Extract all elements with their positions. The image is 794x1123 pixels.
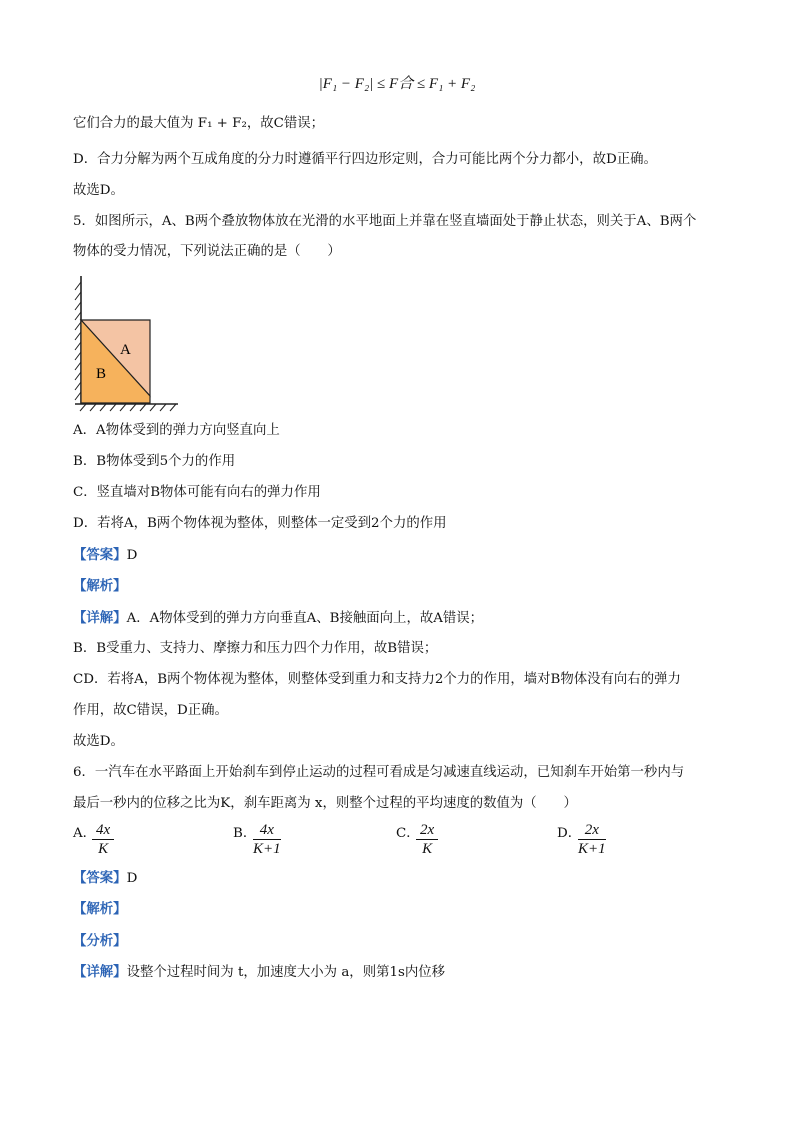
q6-option-a-label: A． bbox=[73, 826, 97, 841]
question-5-stem: 物体的受力情况，下列说法正确的是（ ） bbox=[73, 244, 341, 259]
answer-tag: 【答案】 bbox=[73, 870, 127, 886]
detail-text: 设整个过程时间为 t，加速度大小为 a，则第1s内位移 bbox=[126, 965, 446, 980]
text-line: 它们合力的最大值为 F₁ + F₂，故C错误； bbox=[73, 116, 325, 131]
text-line: B．B受重力、支持力、摩擦力和压力四个力作用，故B错误； bbox=[73, 641, 438, 656]
analysis-tag: 【解析】 bbox=[73, 578, 127, 594]
q6-option-d-label: D． bbox=[557, 826, 582, 841]
figure-blocks-against-wall bbox=[68, 272, 183, 412]
answer-value: D bbox=[126, 871, 138, 886]
explanation-6 bbox=[73, 962, 445, 983]
label-b: B bbox=[96, 366, 107, 382]
text-line: CD．若将A，B两个物体视为整体，则整体受到重力和支持力2个力的作用，墙对B物体没有向右的弹力 bbox=[73, 672, 681, 687]
q6-option-b-fraction: $\frac{4x}{K+1}$ bbox=[253, 822, 281, 857]
analysis-sub-tag: 【分析】 bbox=[73, 933, 127, 949]
q6-option-a-fraction: $\frac{4x}{K}$ bbox=[92, 821, 114, 859]
text-line: 作用，故C错误，D正确。 bbox=[73, 703, 228, 718]
text-line: 故选D。 bbox=[73, 734, 124, 749]
option-d: D．若将A，B两个物体视为整体，则整体一定受到2个力的作用 bbox=[73, 516, 447, 531]
option-b: B．B物体受到5个力的作用 bbox=[73, 454, 236, 469]
text-line: D．合力分解为两个互成角度的分力时遵循平行四边形定则，合力可能比两个分力都小，故D正确。 bbox=[73, 152, 657, 167]
answer-value: D bbox=[126, 548, 138, 563]
option-c: C．竖直墙对B物体可能有向右的弹力作用 bbox=[73, 485, 321, 500]
label-a: A bbox=[120, 342, 131, 358]
analysis-tag: 【解析】 bbox=[73, 901, 127, 917]
text-line: 故选D。 bbox=[73, 183, 124, 198]
question-6-stem: 最后一秒内的位移之比为K，刹车距离为 x，则整个过程的平均速度的数值为（ ） bbox=[73, 796, 577, 811]
formula-resultant-range: |F₁ − F₂| ≤ F合 ≤ F₁ + F₂ bbox=[318, 76, 476, 92]
question-5-stem: 5．如图所示，A、B两个叠放物体放在光滑的水平地面上并靠在竖直墙面处于静止状态，则关于A、B两个 bbox=[73, 214, 697, 229]
detail-tag: 【详解】 bbox=[73, 964, 127, 980]
q6-option-c-fraction: $\frac{2x}{K}$ bbox=[416, 821, 438, 859]
q6-option-c-label: C． bbox=[396, 826, 420, 841]
q6-option-d-fraction: $\frac{2x}{K+1}$ bbox=[578, 822, 606, 857]
answer-6 bbox=[73, 868, 137, 889]
answer-tag: 【答案】 bbox=[73, 547, 127, 563]
answer-5 bbox=[73, 545, 137, 566]
detail-text: A．A物体受到的弹力方向垂直A、B接触面向上，故A错误； bbox=[126, 611, 484, 626]
explanation-5 bbox=[73, 608, 483, 629]
option-a: A．A物体受到的弹力方向竖直向上 bbox=[73, 423, 280, 438]
detail-tag: 【详解】 bbox=[73, 610, 127, 626]
question-6-stem: 6．一汽车在水平路面上开始刹车到停止运动的过程可看成是匀减速直线运动，已知刹车开始第一秒内与 bbox=[73, 765, 685, 780]
q6-option-b-label: B． bbox=[233, 826, 257, 841]
